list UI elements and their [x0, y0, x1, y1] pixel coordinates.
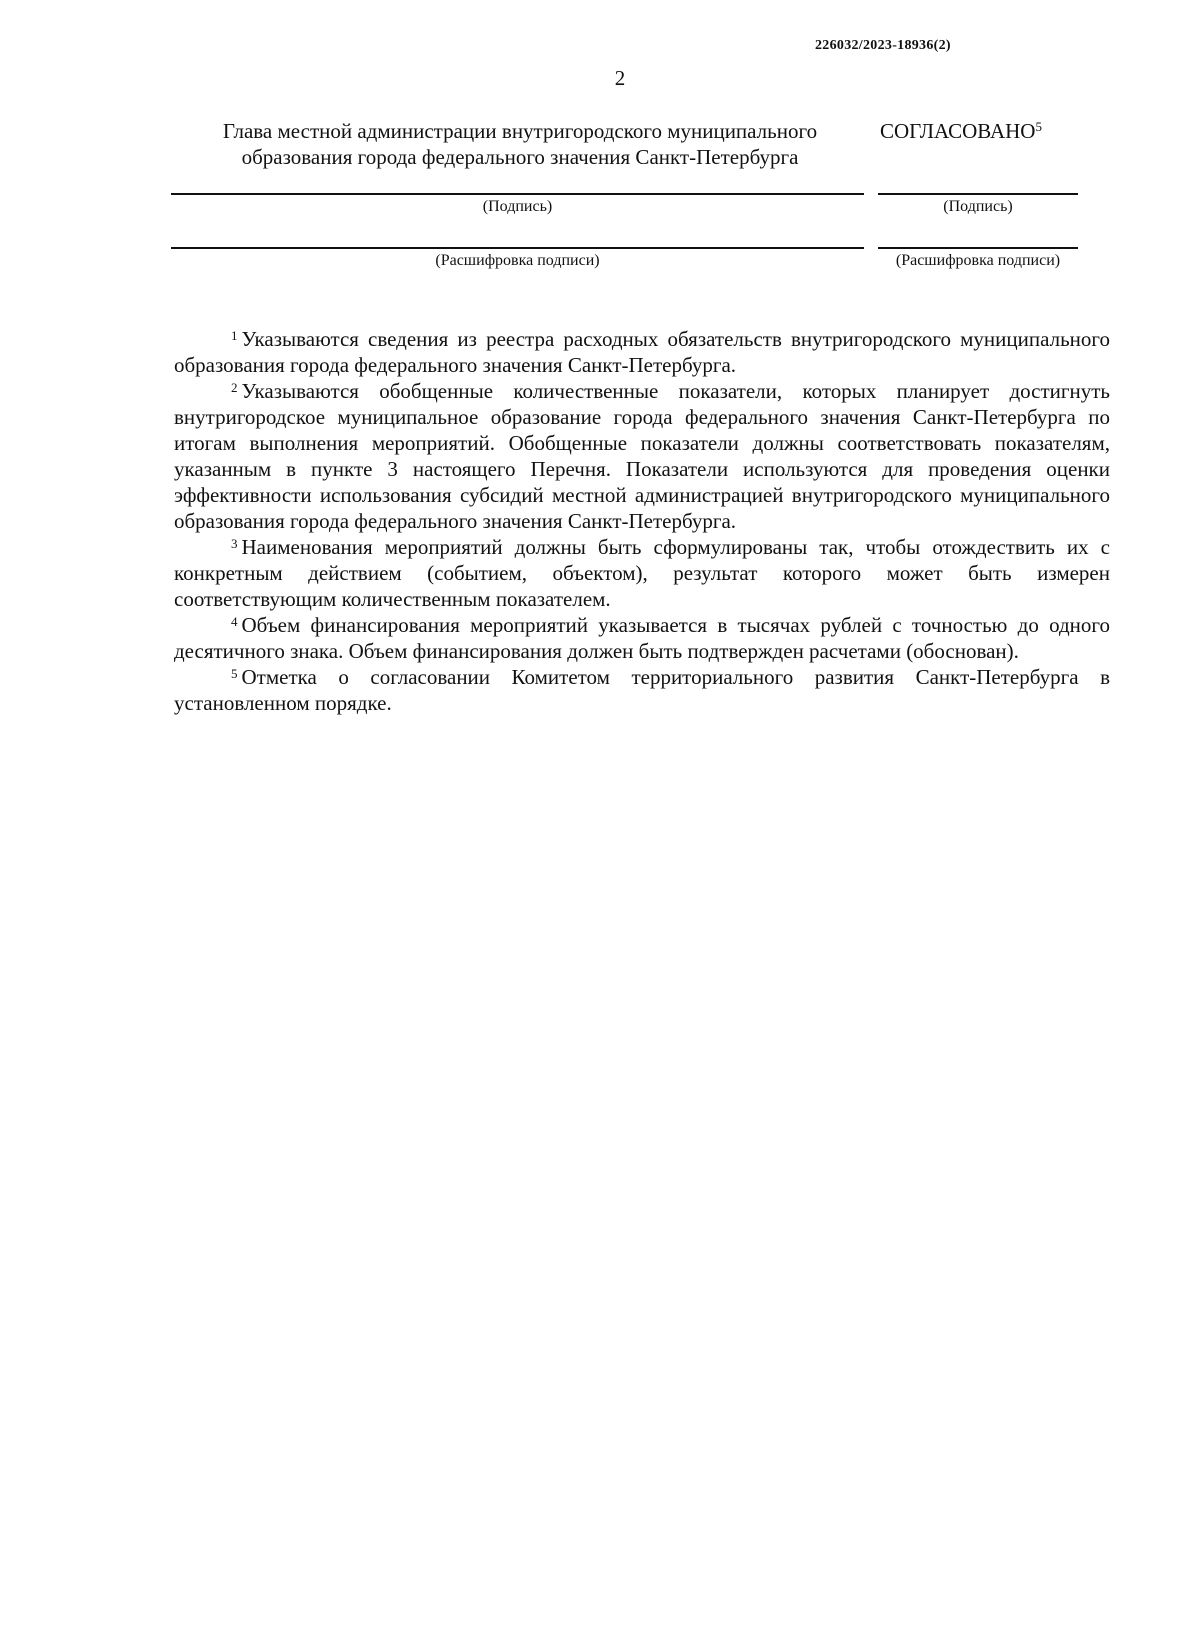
- footnote-text: Наименования мероприятий должны быть сформулированы так, чтобы отождествить их с конкретным действием (событием, объектом), результат которого может быть измерен соответствующим количественным показателем.: [174, 535, 1110, 611]
- footnote: [174, 612, 1110, 664]
- footnote: [174, 378, 1110, 534]
- head-of-administration-title: Глава местной администрации внутригородского муниципального образования города федерального значения Санкт-Петербурга: [222, 119, 818, 169]
- approval-title-text: СОГЛАСОВАНО: [880, 119, 1036, 143]
- page-number: 2: [614, 66, 626, 90]
- footnote-number: 5: [231, 666, 238, 681]
- footnote: [174, 534, 1110, 612]
- footnote-text: Отметка о согласовании Комитетом территориального развития Санкт-Петербурга в установленном порядке.: [174, 665, 1110, 715]
- footnote-text: Объем финансирования мероприятий указывается в тысячах рублей с точностью до одного десятичного знака. Объем финансирования должен быть подтвержден расчетами (обоснован).: [174, 613, 1110, 663]
- footnote: [174, 326, 1110, 378]
- left-signature-line: [171, 193, 864, 195]
- right-decoding-caption: (Расшифровка подписи): [895, 252, 1061, 269]
- footnote-number: 2: [231, 380, 238, 395]
- right-signature-line: [878, 193, 1078, 195]
- footnote-number: 1: [231, 328, 238, 343]
- footnote: [174, 664, 1110, 716]
- left-decoding-caption: (Расшифровка подписи): [435, 252, 600, 269]
- footnote-text: Указываются сведения из реестра расходных обязательств внутригородского муниципального образования города федерального значения Санкт-Петербурга.: [174, 327, 1110, 377]
- footnote-text: Указываются обобщенные количественные показатели, которых планирует достигнуть внутригородское муниципальное образование города федерального значения Санкт-Петербурга по итогам выполнения мероприятий. Обобщенные показатели должны соответствовать показателям, указанным в пункте 3 настоящего Перечня. Показатели используются для проведения оценки эффективности использования субсидий местной администрацией внутригородского муниципального образования города федерального значения Санкт-Петербурга.: [174, 379, 1110, 533]
- right-decoding-line: [878, 247, 1078, 249]
- left-signature-caption: (Подпись): [482, 198, 553, 215]
- document-id: 226032/2023-18936(2): [815, 38, 951, 53]
- approval-footnote-ref: 5: [1035, 119, 1042, 134]
- footnotes-section: [174, 326, 1110, 716]
- footnote-number: 4: [231, 614, 238, 629]
- approval-title: [880, 118, 1080, 144]
- right-signature-caption: (Подпись): [943, 198, 1013, 215]
- footnote-number: 3: [231, 536, 238, 551]
- left-decoding-line: [171, 247, 864, 249]
